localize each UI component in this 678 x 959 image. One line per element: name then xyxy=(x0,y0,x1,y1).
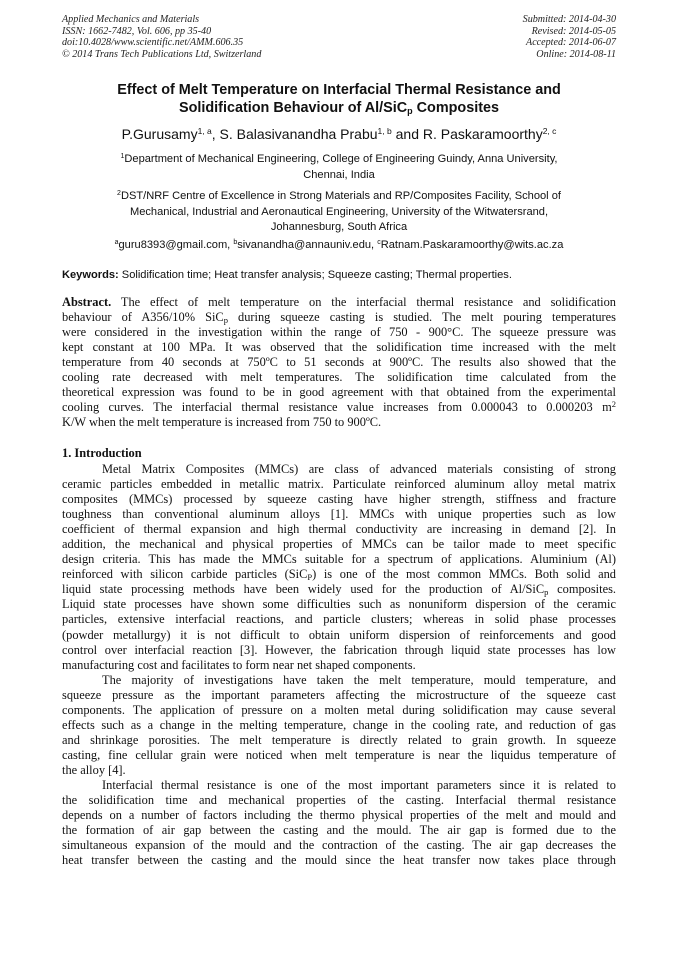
author-affiliation-mark: 1, a xyxy=(197,126,212,136)
issn-volume: ISSN: 1662-7482, Vol. 606, pp 35-40 xyxy=(62,25,212,37)
submitted-date: Submitted: 2014-04-30 xyxy=(522,14,616,25)
paragraph-line: composites (MMCs) processed by squeeze casting have higher strength, stiffness and fracture xyxy=(62,492,616,507)
paragraph-line: the formation of air gap between the casting and the mould. The air gap is formed due to the xyxy=(62,823,616,838)
keywords-label: Keywords: xyxy=(62,269,119,281)
subscript: P xyxy=(307,572,313,583)
doi-link[interactable]: doi:10.4028/www.scientific.net/AMM.606.35 xyxy=(62,37,244,49)
abstract-line: were considered in the investigation within the range of 750 - 900°C. The squeeze pressure was xyxy=(62,325,616,340)
affiliation-number: 1 xyxy=(120,153,125,160)
abstract-line xyxy=(62,400,616,415)
paragraph-line: (powder metallurgy) it is not difficult to obtain uniform dispersion of reinforcements and good xyxy=(62,627,616,642)
paragraph-line: depends on a number of factors including the thermo physical properties of the melt and mould and xyxy=(62,808,616,823)
copyright-notice: © 2014 Trans Tech Publications Ltd, Switzerland xyxy=(62,48,262,60)
paragraph-text: composites. xyxy=(548,582,616,597)
paragraph-line: effects such as a change in the melting temperature, change in the cooling rate, and reduction of gas xyxy=(62,717,616,732)
author-list xyxy=(40,125,638,143)
paragraph-line: The majority of investigations have taken the melt temperature, mould temperature, and xyxy=(102,672,616,687)
paragraph-line: the alloy [4]. xyxy=(62,762,126,777)
superscript: 2 xyxy=(611,399,616,410)
affiliation-line: Mechanical, Industrial and Aeronautical Engineering, University of the Witwatersrand, xyxy=(129,205,549,218)
author-name: , S. Balasivanandha Prabu xyxy=(211,126,378,142)
abstract-line: K/W when the melt temperature is increased from 750 to 900ºC. xyxy=(62,415,382,430)
revised-date: Revised: 2014-05-05 xyxy=(531,25,616,37)
email-address[interactable]: sivanandha@annauniv.edu, xyxy=(237,239,378,251)
paragraph-line: the solidification time and mechanical properties of the casting. Interfacial thermal resistance xyxy=(62,793,616,808)
email-mark: a xyxy=(114,239,119,246)
paragraph-line xyxy=(62,582,616,597)
abstract-text: during squeeze casting is studied. The melt pouring temperatures xyxy=(227,310,616,325)
paragraph-line: and shrinkage porosities. The melt temperature is directly related to grain growth. In squeeze xyxy=(62,732,616,747)
email-address[interactable]: guru8393@gmail.com, xyxy=(118,239,234,251)
paragraph-line: design criteria. This has made the MMCs suitable for a spectrum of applications. Aluminium (Al) xyxy=(62,552,616,567)
abstract-line: temperature from 40 seconds at 750ºC to 51 seconds at 900ºC. The results also showed that the xyxy=(62,355,616,370)
paragraph-line: addition, the mechanical and physical properties of MMCs can be tailor made to meet specific xyxy=(62,537,616,552)
paragraph-text: liquid state processing methods have been widely used for the production of Al/SiC xyxy=(62,582,545,597)
online-date: Online: 2014-08-11 xyxy=(536,48,616,60)
journal-name: Applied Mechanics and Materials xyxy=(62,14,200,25)
affiliation-text: DST/NRF Centre of Excellence in Strong Materials and RP/Composites Facility, School of xyxy=(120,190,561,202)
paragraph-line: control over interfacial reaction [3]. However, the fabrication through liquid state processes has low xyxy=(62,642,616,657)
title-line xyxy=(40,99,638,117)
keywords-text: Solidification time; Heat transfer analysis; Squeeze casting; Thermal properties. xyxy=(118,269,512,281)
abstract-label: Abstract. xyxy=(62,295,112,309)
paragraph-line: heat transfer between the casting and the mould since the heat transfer now takes place through xyxy=(62,853,616,868)
subscript: p xyxy=(223,315,228,326)
title-subscript: p xyxy=(407,106,413,116)
affiliation-line xyxy=(62,189,616,205)
email-address[interactable]: Ratnam.Paskaramoorthy@wits.ac.za xyxy=(380,239,564,251)
paragraph-line: Metal Matrix Composites (MMCs) are class of advanced materials consisting of strong xyxy=(102,462,616,476)
author-affiliation-mark: 1, b xyxy=(377,126,392,136)
paragraph-line: toughness than conventional aluminum alloys [1]. MMCs with unique properties such as low xyxy=(62,507,616,522)
keywords xyxy=(62,268,616,282)
introduction-body xyxy=(62,462,616,868)
paragraph-line: manufacturing cost and facilitates to form near net shaped components. xyxy=(62,657,416,672)
section-heading-introduction: 1. Introduction xyxy=(62,446,142,460)
affiliation-text: Department of Mechanical Engineering, College of Engineering Guindy, Anna University, xyxy=(124,153,558,165)
paragraph-line: particles, extensive interfacial reactions, and particle clusters; whereas in solid phase processes xyxy=(62,612,616,627)
abstract-line xyxy=(62,295,616,310)
affiliation-number: 2 xyxy=(117,190,121,197)
paragraph-line: squeeze pressure as the important parameters affecting the microstructure of the squeeze cast xyxy=(62,687,616,702)
email-mark: c xyxy=(377,239,381,246)
paper-title xyxy=(40,81,638,117)
abstract-text: behaviour of A356/10% SiC xyxy=(62,310,224,325)
accepted-date: Accepted: 2014-06-07 xyxy=(526,37,616,49)
paragraph-line: Interfacial thermal resistance is one of the most important parameters since it is related to xyxy=(102,777,616,792)
submission-dates xyxy=(523,14,616,60)
paragraph-line: casting, fine cellular grain were noticed when melt temperature is near the liquidus temperature of xyxy=(62,747,616,762)
title-text: Solidification Behaviour of Al/SiC xyxy=(179,100,408,116)
author-name: P.Gurusamy xyxy=(121,126,198,142)
abstract-text: cooling curves. The interfacial thermal resistance value increases from 0.000043 to 0.000203 m xyxy=(62,400,612,415)
paragraph-line: simultaneous expansion of the mould and the contraction of the casting. The air gap decreases the xyxy=(62,838,616,853)
title-line: Effect of Melt Temperature on Interfacial Thermal Resistance and xyxy=(117,82,561,98)
title-text: Composites xyxy=(412,100,499,116)
paragraph-text: reinforced with silicon carbide particles (SiC xyxy=(62,567,308,582)
author-affiliation-mark: 2, c xyxy=(542,126,557,136)
abstract-line: kept constant at 100 MPa. It was observed that the solidification time increased with the melt xyxy=(62,340,616,355)
paragraph-text: ) is one of the most common MMCs. Both solid and xyxy=(312,567,616,582)
affiliation-1 xyxy=(62,152,616,183)
abstract-line: theoretical expression was found to be in good agreement with that obtained from the experimental xyxy=(62,385,616,400)
paragraph-line: Liquid state processes have shown some difficulties such as nonuniform dispersion of the ceramic xyxy=(62,597,616,612)
paragraph-line: ceramic particles embedded in metallic matrix. Particulate reinforced aluminum alloy metal matrix xyxy=(62,477,616,492)
paragraph-line: coefficient of thermal expansion and high thermal conductivity are increasing in demand [2]. In xyxy=(62,522,616,537)
author-name: and R. Paskaramoorthy xyxy=(391,126,543,142)
abstract-line: cooling rate decreased with melt temperatures. The solidification time calculated from the xyxy=(62,370,616,385)
affiliation-2 xyxy=(62,189,616,236)
abstract xyxy=(62,295,616,430)
abstract-line xyxy=(62,310,616,325)
paragraph-line xyxy=(62,567,616,582)
publication-info xyxy=(62,14,261,60)
author-emails xyxy=(40,238,638,252)
email-mark: b xyxy=(233,239,238,246)
affiliation-line: Johannesburg, South Africa xyxy=(270,221,408,233)
affiliation-line: Chennai, India xyxy=(303,168,375,181)
abstract-text: The effect of melt temperature on the interfacial thermal resistance and solidification xyxy=(111,295,616,309)
subscript: p xyxy=(544,587,549,598)
paragraph-line: components. The application of pressure on a molten metal during solidification may cause several xyxy=(62,702,616,717)
affiliation-line xyxy=(62,152,616,168)
